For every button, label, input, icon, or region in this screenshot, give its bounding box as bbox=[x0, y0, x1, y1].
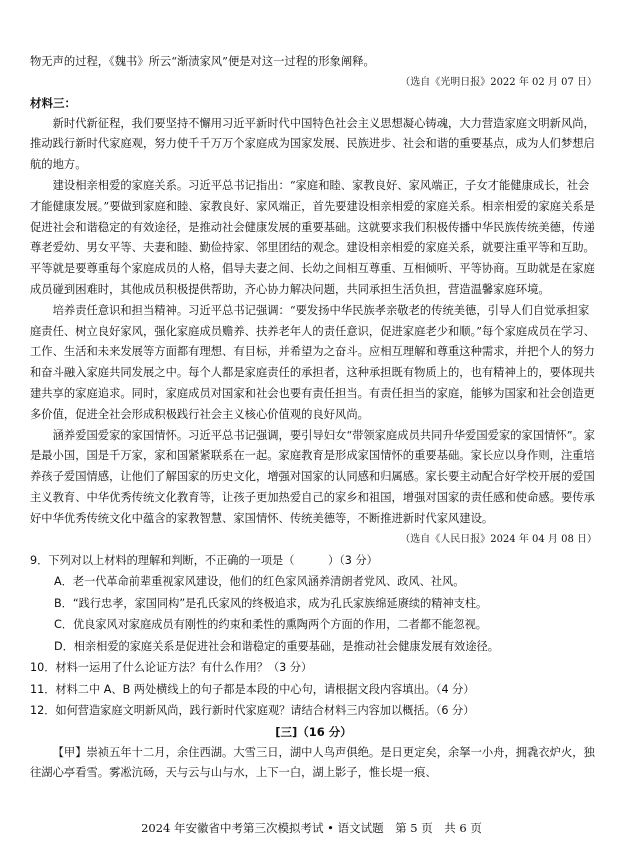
material3-paragraph: 建设相亲相爱的家庭关系。习近平总书记指出：“家庭和睦、家教良好、家风端正，子女才能健康成长，社会才能健康发展。”要做到家庭和睦、家教良好、家风端正，首先要建设相亲相爱的家庭关系。相亲相爱的家庭关系是促进社会和谐稳定的有效途径，是推动社会健康发展的重要基础。这就要求我们积极传播中华民族传统美德，传递尊老爱幼、男女平等、夫妻和睦、勤俭持家、邻里团结的观念。建设相亲相爱的家庭关系，就要注重平等和互助。平等就是要尊重每个家庭成员的人格，倡导夫妻之间、长幼之间相互尊重、互相倾听、平等协商。互助就是在家庭成员碰到困难时，其他成员积极提供帮助，齐心协力解决问题，共同承担生活负担，营造温馨家庭环境。 bbox=[30, 178, 595, 296]
material2-closing-line: 物无声的过程，《魏书》所云“渐渍家风”便是对这一过程的形象阐释。 bbox=[30, 55, 375, 68]
question-11: 11．材料二中 A、B 两处横线上的句子都是本段的中心句，请根据文段内容填出。（4 分） bbox=[30, 682, 475, 696]
material3-paragraph: 新时代新征程，我们要坚持不懈用习近平新时代中国特色社会主义思想凝心铸魂，大力营造家庭文明新风尚，推动践行新时代家庭观，努力使千千万万个家庭成为国家发展、民族进步、社会和谐的重要基点，成为人们梦想启航的地方。 bbox=[30, 116, 595, 172]
question-10: 10．材料一运用了什么论证方法？有什么作用？（3 分） bbox=[30, 661, 313, 675]
material3-paragraph: 培养责任意识和担当精神。习近平总书记强调：“要发扬中华民族孝亲敬老的传统美德，引导人们自觉承担家庭责任、树立良好家风，强化家庭成员赡养、扶养老年人的责任意识，促进家庭老少和顺。”每个家庭成员在学习、工作、生活和未来发展等方面都有理想、有目标，并希望为之奋斗。应相互理解和尊重这种需求，并把个人的努力和奋斗融入家庭共同发展之中。每个人都是家庭责任的承担者，这种承担既有物质上的，也有精神上的，要体现共建共享的家庭追求。同时，家庭成员对国家和社会也要有责任担当。有责任担当的家庭，能够为国家和社会创造更多价值，促进全社会形成积极践行社会主义核心价值观的良好风尚。 bbox=[30, 303, 595, 421]
material3-heading: 材料三： bbox=[30, 95, 76, 110]
material3-source: （选自《人民日报》2024 年 04 月 08 日） bbox=[400, 533, 597, 545]
option-a: A．老一代革命前辈重视家风建设，他们的红色家风涵养清朗者党风、政风、社风。 bbox=[54, 575, 465, 589]
section-3-text: 【甲】崇祯五年十二月，余住西湖。大雪三日，湖中人鸟声俱绝。是日更定矣，余拏一小舟，拥毳衣炉火，独往湖心亭看雪。雾凇沆砀，天与云与山与水，上下一白，湖上影子，惟长堤一痕、 bbox=[30, 745, 595, 780]
option-b: B．“践行忠孝，家国同构”是孔氏家风的终极追求，成为孔氏家族绵延赓续的精神支柱。 bbox=[54, 596, 488, 610]
option-d: D．相亲相爱的家庭关系是促进社会和谐稳定的重要基础，是推动社会健康发展有效途径。 bbox=[54, 639, 499, 653]
question-9: 9．下列对以上材料的理解和判断，不正确的一项是（ ）（3 分） bbox=[30, 553, 378, 567]
material2-source: （选自《光明日报》2022 年 02 月 07 日） bbox=[400, 76, 597, 88]
material3-paragraph: 涵养爱国爱家的家国情怀。习近平总书记强调，要引导妇女“带领家庭成员共同升华爱国爱家的家国情怀”。家是最小国，国是千万家，家和国紧紧联系在一起。家庭教育是形成家国情怀的重要基础。家长应以身作则，注重培养孩子爱国情感，让他们了解国家的历史文化，增强对国家的认同感和归属感。家长要主动配合好学校开展的爱国主义教育、中华优秀传统文化教育等，让孩子更加热爱自己的家乡和祖国，增强对国家的责任感和使命感。要传承好中华优秀传统文化中蕴含的家教智慧、家国情怀、传统美德等，不断推进新时代家风建设。 bbox=[30, 428, 596, 525]
question-12: 12．如何营造家庭文明新风尚，践行新时代家庭观？请结合材料三内容加以概括。（6 分） bbox=[30, 704, 475, 718]
option-c: C．优良家风对家庭成员有刚性的约束和柔性的熏陶两个方面的作用，二者都不能忽视。 bbox=[54, 618, 487, 632]
page-footer: 2024 年安徽省中考第三次模拟考试 • 语文试题 第 5 页 共 6 页 bbox=[141, 821, 482, 835]
document-page bbox=[30, 52, 597, 784]
section-3-heading: [三]（16 分） bbox=[275, 724, 352, 739]
